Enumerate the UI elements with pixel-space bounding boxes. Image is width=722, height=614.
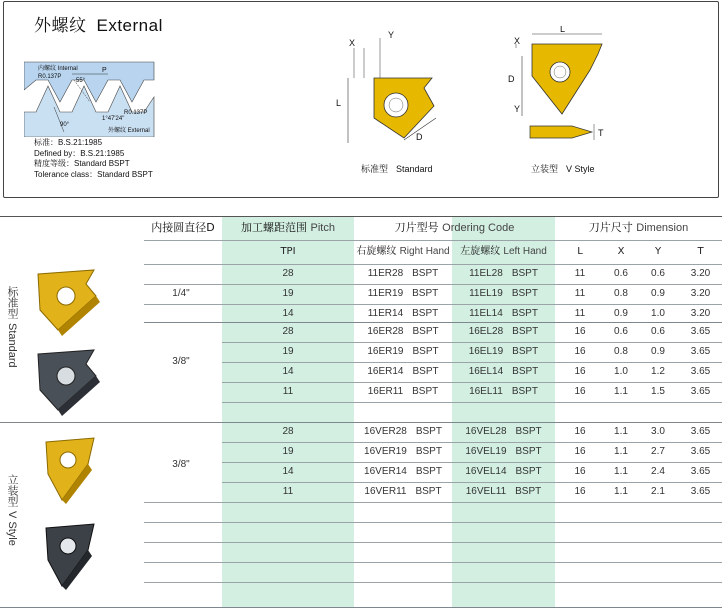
- diameter-1-4: 1/4": [172, 288, 190, 299]
- cell-right-hand: 11ER28 BSPT: [367, 268, 439, 279]
- r-bottom-label: R0.137P: [124, 110, 148, 116]
- cell-tpi: 19: [282, 446, 294, 457]
- dim-y-label: Y: [388, 30, 395, 40]
- dim-d-label: D: [416, 132, 423, 142]
- spec-tolerance-en: Tolerance class：Standard BSPT: [34, 169, 153, 179]
- cell-left-hand: 16VEL28 BSPT: [465, 426, 542, 437]
- cell-l: 16: [574, 426, 586, 437]
- cell-t: 3.65: [690, 326, 711, 337]
- header-t: T: [697, 246, 704, 257]
- cell-tpi: 19: [282, 346, 294, 357]
- cell-tpi: 11: [282, 386, 294, 397]
- external-label: 外螺纹 External: [108, 128, 150, 134]
- cell-x: 1.0: [614, 366, 628, 377]
- taper-label: 1°47'24": [102, 116, 125, 122]
- title-cn: 外螺纹: [34, 16, 87, 36]
- cell-tpi: 28: [282, 268, 294, 279]
- cell-left-hand: 16VEL11 BSPT: [465, 486, 542, 497]
- cell-tpi: 28: [282, 426, 294, 437]
- vstyle-insert-photo-dark: [40, 520, 100, 590]
- cell-left-hand: 16EL14 BSPT: [468, 366, 539, 377]
- cell-l: 11: [574, 268, 586, 279]
- cell-left-hand: 11EL19 BSPT: [469, 288, 538, 299]
- v-dim-d-label: D: [508, 74, 515, 84]
- standard-insert-drawing: [334, 28, 454, 158]
- cell-x: 1.1: [614, 466, 628, 477]
- dim-l-label: L: [336, 98, 342, 108]
- cell-t: 3.65: [690, 366, 711, 377]
- cell-t: 3.20: [690, 308, 711, 319]
- cell-y: 0.9: [651, 346, 665, 357]
- cell-left-hand: 16VEL19 BSPT: [465, 446, 542, 457]
- cell-t: 3.65: [690, 446, 711, 457]
- cell-right-hand: 16VER14 BSPT: [364, 466, 442, 477]
- cell-t: 3.65: [690, 486, 711, 497]
- cell-l: 16: [574, 346, 586, 357]
- cell-t: 3.20: [690, 268, 711, 279]
- cell-x: 0.6: [614, 326, 628, 337]
- header-pitch: 加工螺距范围 Pitch: [241, 221, 335, 234]
- cell-x: 1.1: [614, 426, 628, 437]
- cell-l: 16: [574, 486, 586, 497]
- group-label-vstyle: 立装型V Style: [6, 474, 19, 546]
- spec-standard-en: Defined by：B.S.21:1985: [34, 148, 125, 158]
- cell-t: 3.65: [690, 426, 711, 437]
- cell-left-hand: 16VEL14 BSPT: [465, 466, 542, 477]
- cell-x: 1.1: [614, 446, 628, 457]
- cell-tpi: 11: [282, 486, 294, 497]
- spec-list: [34, 138, 153, 180]
- header-x: X: [617, 246, 625, 257]
- v-dim-x-label: X: [514, 36, 521, 46]
- cell-y: 1.5: [651, 386, 665, 397]
- diameter-3-8-vstyle: 3/8": [172, 459, 190, 470]
- cell-tpi: 28: [282, 326, 294, 337]
- cell-l: 16: [574, 466, 586, 477]
- cell-y: 3.0: [651, 426, 665, 437]
- page-title: [34, 11, 163, 36]
- vstyle-caption: 立装型 V Style: [531, 164, 595, 174]
- standard-insert-photo-gold: [34, 266, 104, 336]
- r-top-label: R0.137P: [38, 74, 62, 80]
- cell-x: 1.1: [614, 386, 628, 397]
- cell-y: 0.6: [651, 268, 665, 279]
- cell-tpi: 19: [282, 288, 294, 299]
- header-y: Y: [654, 246, 662, 257]
- header-dimension: 刀片尺寸 Dimension: [588, 221, 689, 234]
- v-dim-l-label: L: [560, 26, 566, 34]
- cell-y: 0.9: [651, 288, 665, 299]
- spec-standard-cn: 标准：B.S.21:1985: [34, 138, 103, 147]
- cell-l: 16: [574, 446, 586, 457]
- cell-l: 11: [574, 308, 586, 319]
- cell-right-hand: 11ER14 BSPT: [367, 308, 439, 319]
- standard-caption: 标准型 Standard: [361, 164, 433, 174]
- cell-y: 0.6: [651, 326, 665, 337]
- thread-profile-diagram: [24, 52, 164, 137]
- angle-label: 55°: [76, 78, 86, 84]
- diagram-panel: [3, 1, 719, 198]
- header-ordering-code: 刀片型号 Ordering Code: [394, 221, 515, 234]
- cell-right-hand: 16ER19 BSPT: [367, 346, 439, 357]
- cell-y: 2.4: [651, 466, 665, 477]
- cell-right-hand: 16VER19 BSPT: [364, 446, 442, 457]
- standard-insert-photo-dark: [34, 346, 104, 416]
- cell-tpi: 14: [282, 466, 294, 477]
- group-label-standard: 标准型Standard: [6, 286, 19, 368]
- cell-x: 0.8: [614, 346, 628, 357]
- internal-label: 内螺纹 Internal: [38, 66, 78, 72]
- cell-x: 0.8: [614, 288, 628, 299]
- header-diameter: 内接圆直径D: [151, 221, 215, 234]
- cell-t: 3.65: [690, 346, 711, 357]
- cell-l: 16: [574, 326, 586, 337]
- pitch-label: P: [102, 67, 107, 74]
- cell-t: 3.65: [690, 386, 711, 397]
- cell-l: 11: [574, 288, 586, 299]
- header-l: L: [577, 246, 583, 257]
- diameter-3-8-standard: 3/8": [172, 356, 190, 367]
- cell-t: 3.65: [690, 466, 711, 477]
- cell-right-hand: 16ER14 BSPT: [367, 366, 439, 377]
- cell-x: 0.6: [614, 268, 628, 279]
- cell-x: 0.9: [614, 308, 628, 319]
- cell-left-hand: 11EL14 BSPT: [469, 308, 538, 319]
- header-left-hand: 左旋螺纹 Left Hand: [460, 246, 547, 257]
- vstyle-insert-photo-gold: [40, 434, 100, 504]
- header-tpi: TPI: [280, 246, 296, 257]
- cell-x: 1.1: [614, 486, 628, 497]
- dim-x-label: X: [349, 38, 356, 48]
- cell-right-hand: 16ER11 BSPT: [367, 386, 439, 397]
- cell-tpi: 14: [282, 308, 294, 319]
- vstyle-insert-drawing: [502, 26, 622, 156]
- axis-angle-label: 90°: [60, 122, 70, 128]
- spec-tolerance-cn: 精度等级：Standard BSPT: [34, 159, 130, 168]
- cell-l: 16: [574, 366, 586, 377]
- cell-l: 16: [574, 386, 586, 397]
- cell-y: 2.7: [651, 446, 665, 457]
- v-dim-y-label: Y: [514, 104, 521, 114]
- ordering-table: [0, 216, 722, 608]
- cell-tpi: 14: [282, 366, 294, 377]
- cell-right-hand: 16ER28 BSPT: [367, 326, 439, 337]
- cell-right-hand: 11ER19 BSPT: [367, 288, 439, 299]
- cell-right-hand: 16VER28 BSPT: [364, 426, 442, 437]
- cell-right-hand: 16VER11 BSPT: [364, 486, 442, 497]
- cell-t: 3.20: [690, 288, 711, 299]
- header-right-hand: 右旋螺纹 Right Hand: [356, 246, 450, 257]
- cell-left-hand: 16EL19 BSPT: [468, 346, 539, 357]
- cell-left-hand: 16EL11 BSPT: [469, 386, 538, 397]
- cell-y: 2.1: [651, 486, 665, 497]
- cell-y: 1.2: [651, 366, 665, 377]
- cell-left-hand: 11EL28 BSPT: [469, 268, 538, 279]
- title-en: External: [96, 16, 163, 35]
- cell-y: 1.0: [651, 308, 665, 319]
- v-dim-t-label: T: [598, 128, 604, 138]
- cell-left-hand: 16EL28 BSPT: [468, 326, 539, 337]
